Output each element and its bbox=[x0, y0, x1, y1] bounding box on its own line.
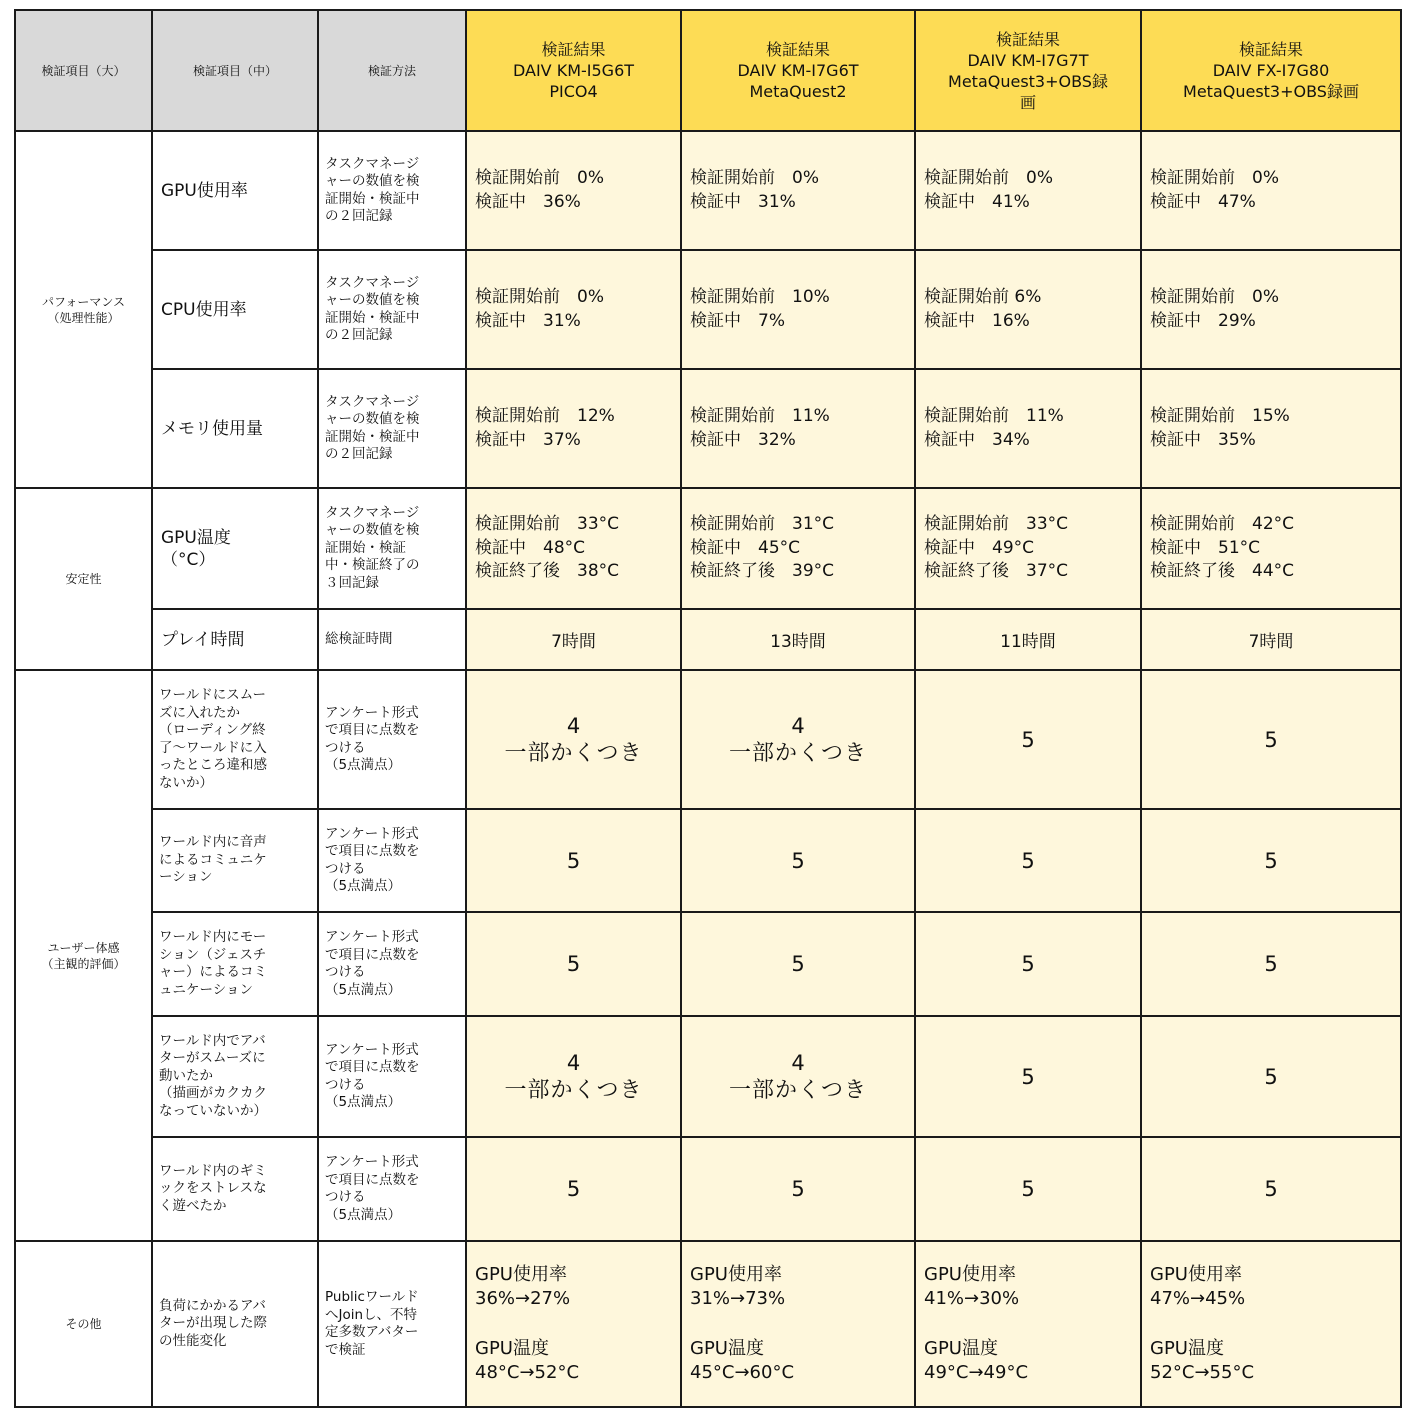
method-line: （5点満点） bbox=[325, 757, 402, 773]
item-line: （描画がカクカク bbox=[159, 1085, 267, 1102]
score-value: 5 bbox=[1264, 727, 1278, 752]
method-cell bbox=[318, 1016, 466, 1137]
result-line: 検証開始前 0% bbox=[924, 168, 1053, 188]
result-line: 検証中 16% bbox=[924, 310, 1030, 331]
row-ux-enter bbox=[15, 670, 1401, 809]
header-result-label: 検証結果 bbox=[541, 40, 606, 59]
method-cell bbox=[318, 250, 466, 369]
category-performance bbox=[15, 131, 152, 488]
header-result-model: DAIV KM-I5G6T bbox=[512, 61, 635, 80]
method-line: （5点満点） bbox=[325, 981, 402, 998]
method-line: アンケート形式 bbox=[325, 704, 419, 721]
method-line: 証開始・検証中 bbox=[325, 428, 420, 445]
item-line: く遊べたか bbox=[159, 1197, 227, 1214]
score-cell bbox=[681, 670, 915, 809]
result-line: 検証開始前 42°C bbox=[1150, 514, 1295, 535]
result-line: 検証中 48°C bbox=[475, 537, 586, 558]
result-line: 検証開始前 0% bbox=[690, 168, 819, 188]
result-line: 検証開始前 31°C bbox=[690, 514, 835, 535]
result-line: 検証中 31% bbox=[690, 191, 796, 212]
item-memory-usage bbox=[152, 369, 318, 488]
score-value: 5 bbox=[791, 848, 805, 873]
header-result-3 bbox=[915, 10, 1141, 131]
method-line: タスクマネージ bbox=[325, 504, 420, 521]
load-label-gpu-temp: GPU温度 bbox=[475, 1337, 549, 1359]
item-line: ターがスムーズに bbox=[159, 1050, 266, 1067]
score-cell bbox=[681, 1137, 915, 1241]
load-value-gpu-usage: 36%→27% bbox=[475, 1288, 571, 1309]
result-line: 検証開始前 15% bbox=[1150, 406, 1290, 426]
method-line: ャーの数値を検 bbox=[325, 411, 420, 427]
item-line: ワールド内でアバ bbox=[159, 1032, 266, 1049]
load-value-gpu-temp: 49°C→49°C bbox=[924, 1362, 1029, 1383]
result-line: 検証開始前 11% bbox=[690, 406, 830, 426]
item-gpu-temp bbox=[152, 488, 318, 609]
item-line: ワールドにスムー bbox=[159, 687, 267, 703]
row-load-avatar bbox=[15, 1241, 1401, 1407]
score-value: 5 bbox=[791, 952, 805, 976]
load-label-gpu-usage: GPU使用率 bbox=[475, 1263, 567, 1285]
item-label: GPU温度 bbox=[161, 527, 231, 548]
row-cpu-usage bbox=[15, 250, 1401, 369]
score-cell bbox=[1141, 809, 1401, 912]
header-result-label: 検証結果 bbox=[995, 29, 1060, 49]
result-line: 検証開始前 0% bbox=[475, 168, 604, 188]
method-line: アンケート形式 bbox=[325, 1154, 419, 1170]
score-value: 5 bbox=[1021, 848, 1035, 873]
score-value: 4 bbox=[566, 713, 581, 738]
item-line: ワールド内に音声 bbox=[159, 834, 267, 851]
method-line: アンケート形式 bbox=[325, 1041, 419, 1058]
header-large-item: 検証項目（大） bbox=[15, 10, 152, 131]
score-value: 5 bbox=[1021, 727, 1035, 752]
result-cell bbox=[466, 131, 681, 250]
method-line: 総検証時間 bbox=[325, 630, 393, 647]
score-value: 5 bbox=[1021, 1177, 1035, 1201]
score-cell bbox=[915, 1016, 1141, 1137]
result-line: 検証開始前 33°C bbox=[924, 514, 1069, 535]
item-line: によるコミュニケ bbox=[159, 851, 267, 868]
item-ux-gimmick bbox=[152, 1137, 318, 1241]
row-play-time bbox=[15, 609, 1401, 670]
load-result-cell bbox=[466, 1241, 681, 1407]
score-value: 5 bbox=[1021, 952, 1035, 976]
method-line: Publicワールド bbox=[325, 1289, 419, 1305]
row-ux-gimmick bbox=[15, 1137, 1401, 1241]
method-line: へJoinし、不特 bbox=[325, 1306, 418, 1323]
item-line: （ローディング終 bbox=[159, 722, 266, 738]
load-label-gpu-temp: GPU温度 bbox=[690, 1337, 764, 1359]
item-line: ないか） bbox=[159, 774, 213, 791]
header-result-device: MetaQuest3+OBS録 bbox=[948, 71, 1108, 91]
score-cell bbox=[915, 670, 1141, 809]
verification-results-table bbox=[14, 9, 1402, 1408]
method-cell bbox=[318, 809, 466, 912]
spacer bbox=[690, 1312, 914, 1337]
method-cell bbox=[318, 1137, 466, 1241]
method-line: 中・検証終了の bbox=[325, 557, 420, 574]
score-note: 一部かくつき bbox=[504, 1077, 643, 1103]
item-line: 負荷にかかるアバ bbox=[159, 1297, 266, 1314]
score-value: 4 bbox=[566, 1050, 581, 1075]
row-ux-motion bbox=[15, 912, 1401, 1016]
method-line: つける bbox=[325, 964, 366, 980]
result-line: 検証中 32% bbox=[690, 429, 796, 450]
load-value-gpu-temp: 45°C→60°C bbox=[690, 1362, 795, 1383]
item-line: ったところ違和感 bbox=[159, 757, 267, 773]
load-result-cell bbox=[915, 1241, 1141, 1407]
item-ux-enter bbox=[152, 670, 318, 809]
result-line: 検証中 37% bbox=[475, 429, 581, 450]
result-line: 検証開始前 33°C bbox=[475, 514, 620, 535]
method-cell bbox=[318, 609, 466, 670]
category-sublabel: （主観的評価） bbox=[41, 956, 126, 971]
method-line: タスクマネージ bbox=[325, 393, 420, 410]
load-value-gpu-usage: 41%→30% bbox=[924, 1288, 1020, 1309]
result-line: 検証中 35% bbox=[1150, 429, 1256, 450]
item-line: の性能変化 bbox=[159, 1332, 227, 1349]
item-line: ション（ジェスチ bbox=[159, 946, 267, 963]
category-label: ユーザー体感 bbox=[47, 940, 120, 955]
result-line: 検証中 41% bbox=[924, 191, 1030, 212]
item-ux-avatar bbox=[152, 1016, 318, 1137]
result-line: 検証開始前 10% bbox=[690, 287, 830, 307]
result-line: 検証開始前 6% bbox=[924, 287, 1042, 307]
score-value: 5 bbox=[1264, 848, 1278, 873]
result-cell: 13時間 bbox=[681, 609, 915, 670]
score-value: 5 bbox=[1264, 952, 1278, 976]
score-note: 一部かくつき bbox=[728, 1077, 867, 1103]
method-line: （5点満点） bbox=[325, 1094, 402, 1110]
result-line: 検証開始前 11% bbox=[924, 406, 1064, 426]
header-result-device: MetaQuest3+OBS録画 bbox=[1183, 82, 1359, 101]
result-cell bbox=[915, 250, 1141, 369]
method-line: （5点満点） bbox=[325, 878, 402, 894]
load-result-cell bbox=[681, 1241, 915, 1407]
score-cell bbox=[1141, 670, 1401, 809]
method-line: （5点満点） bbox=[325, 1206, 402, 1223]
result-cell bbox=[1141, 250, 1401, 369]
item-line: ーション bbox=[159, 869, 213, 886]
spacer bbox=[475, 1312, 680, 1337]
item-line: なっていないか） bbox=[159, 1102, 267, 1119]
score-cell bbox=[681, 809, 915, 912]
result-line: 検証終了後 38°C bbox=[475, 561, 620, 582]
method-line: つける bbox=[325, 739, 366, 756]
method-line: ３回記録 bbox=[325, 574, 379, 591]
result-cell bbox=[1141, 131, 1401, 250]
method-line: で項目に点数を bbox=[325, 843, 420, 859]
item-cpu-usage bbox=[152, 250, 318, 369]
score-value: 5 bbox=[566, 1177, 581, 1201]
result-cell bbox=[466, 369, 681, 488]
score-cell bbox=[1141, 1016, 1401, 1137]
method-cell bbox=[318, 131, 466, 250]
load-value-gpu-usage: 31%→73% bbox=[690, 1288, 786, 1309]
result-cell bbox=[915, 369, 1141, 488]
row-ux-voice bbox=[15, 809, 1401, 912]
result-cell bbox=[466, 250, 681, 369]
item-label: プレイ時間 bbox=[161, 629, 245, 650]
header-method: 検証方法 bbox=[318, 10, 466, 131]
score-cell bbox=[466, 670, 681, 809]
result-cell bbox=[915, 131, 1141, 250]
result-cell: 7時間 bbox=[466, 609, 681, 670]
method-line: で項目に点数を bbox=[325, 946, 420, 963]
item-line: ャー）によるコミ bbox=[159, 964, 267, 980]
method-line: で検証 bbox=[325, 1341, 366, 1358]
result-cell: 11時間 bbox=[915, 609, 1141, 670]
item-label: GPU使用率 bbox=[161, 180, 248, 201]
score-note: 一部かくつき bbox=[728, 740, 867, 766]
method-cell bbox=[318, 369, 466, 488]
score-cell bbox=[915, 912, 1141, 1016]
result-line: 検証開始前 12% bbox=[475, 406, 615, 426]
category-sublabel: （処理性能） bbox=[47, 310, 120, 325]
spacer bbox=[1150, 1312, 1400, 1337]
item-line: ズに入れたか bbox=[159, 704, 240, 721]
method-line: の２回記録 bbox=[325, 327, 393, 343]
result-line: 検証中 36% bbox=[475, 191, 581, 212]
result-line: 検証中 45°C bbox=[690, 537, 801, 558]
score-value: 4 bbox=[791, 713, 805, 738]
method-line: つける bbox=[325, 860, 366, 877]
item-line: 了〜ワールドに入 bbox=[159, 739, 267, 756]
load-value-gpu-temp: 52°C→55°C bbox=[1150, 1362, 1255, 1383]
result-line: 検証終了後 44°C bbox=[1150, 561, 1295, 582]
result-cell bbox=[915, 488, 1141, 609]
result-cell bbox=[1141, 369, 1401, 488]
header-result-2 bbox=[681, 10, 915, 131]
item-gpu-usage bbox=[152, 131, 318, 250]
score-cell bbox=[681, 912, 915, 1016]
category-label: パフォーマンス bbox=[41, 294, 126, 309]
item-ux-motion bbox=[152, 912, 318, 1016]
header-result-device: PICO4 bbox=[549, 82, 598, 101]
result-line: 検証中 47% bbox=[1150, 191, 1256, 212]
result-line: 検証中 51°C bbox=[1150, 537, 1261, 558]
header-result-model: DAIV KM-I7G7T bbox=[967, 50, 1089, 70]
method-line: の２回記録 bbox=[325, 446, 393, 462]
score-note: 一部かくつき bbox=[504, 740, 643, 766]
item-label-unit: （°C） bbox=[161, 549, 216, 570]
score-cell bbox=[466, 1137, 681, 1241]
category-user-experience bbox=[15, 670, 152, 1241]
header-result-device-cont: 画 bbox=[1019, 92, 1036, 112]
score-cell bbox=[466, 809, 681, 912]
header-row bbox=[15, 10, 1401, 131]
load-value-gpu-usage: 47%→45% bbox=[1150, 1288, 1246, 1309]
item-line: ックをストレスな bbox=[159, 1180, 267, 1197]
method-line: 証開始・検証中 bbox=[325, 190, 420, 207]
item-line: 動いたか bbox=[159, 1067, 213, 1084]
result-cell bbox=[681, 488, 915, 609]
load-label-gpu-usage: GPU使用率 bbox=[690, 1263, 782, 1285]
row-ux-avatar bbox=[15, 1016, 1401, 1137]
method-line: の２回記録 bbox=[325, 208, 393, 224]
result-line: 検証終了後 37°C bbox=[924, 561, 1069, 582]
result-line: 検証終了後 39°C bbox=[690, 561, 835, 582]
score-value: 4 bbox=[791, 1050, 805, 1075]
score-cell bbox=[915, 809, 1141, 912]
method-line: タスクマネージ bbox=[325, 155, 420, 172]
method-cell bbox=[318, 912, 466, 1016]
method-line: ャーの数値を検 bbox=[325, 173, 420, 189]
spacer bbox=[924, 1312, 1140, 1337]
result-cell bbox=[681, 250, 915, 369]
row-gpu-usage bbox=[15, 131, 1401, 250]
load-result-cell bbox=[1141, 1241, 1401, 1407]
method-line: タスクマネージ bbox=[325, 274, 420, 291]
category-label: その他 bbox=[65, 1317, 102, 1331]
method-line: 定多数アバター bbox=[325, 1324, 419, 1340]
result-cell bbox=[681, 131, 915, 250]
header-result-label: 検証結果 bbox=[1238, 40, 1303, 59]
method-line: つける bbox=[325, 1189, 366, 1205]
header-result-model: DAIV FX-I7G80 bbox=[1212, 61, 1330, 80]
category-label: 安定性 bbox=[65, 572, 102, 586]
method-line: 証開始・検証中 bbox=[325, 309, 420, 326]
result-line: 検証中 49°C bbox=[924, 537, 1035, 558]
method-line: ャーの数値を検 bbox=[325, 522, 420, 539]
item-ux-voice bbox=[152, 809, 318, 912]
method-line: で項目に点数を bbox=[325, 722, 420, 738]
score-value: 5 bbox=[1264, 1064, 1278, 1089]
method-line: ャーの数値を検 bbox=[325, 292, 420, 308]
result-line: 検証開始前 0% bbox=[475, 287, 604, 307]
load-label-gpu-temp: GPU温度 bbox=[1150, 1337, 1224, 1359]
score-value: 5 bbox=[1021, 1064, 1035, 1089]
row-memory-usage bbox=[15, 369, 1401, 488]
score-cell bbox=[466, 1016, 681, 1137]
item-load-avatar bbox=[152, 1241, 318, 1407]
method-cell bbox=[318, 1241, 466, 1407]
score-cell bbox=[915, 1137, 1141, 1241]
item-label: メモリ使用量 bbox=[161, 418, 263, 439]
result-line: 検証中 7% bbox=[690, 310, 785, 331]
method-line: アンケート形式 bbox=[325, 825, 419, 842]
header-mid-item: 検証項目（中） bbox=[152, 10, 318, 131]
method-line: アンケート形式 bbox=[325, 929, 419, 945]
category-stability bbox=[15, 488, 152, 670]
load-label-gpu-usage: GPU使用率 bbox=[924, 1263, 1016, 1285]
score-value: 5 bbox=[566, 952, 581, 976]
header-result-model: DAIV KM-I7G6T bbox=[737, 61, 859, 80]
method-line: つける bbox=[325, 1076, 366, 1093]
header-result-1 bbox=[466, 10, 681, 131]
load-label-gpu-temp: GPU温度 bbox=[924, 1337, 998, 1359]
category-other bbox=[15, 1241, 152, 1407]
result-cell: 7時間 bbox=[1141, 609, 1401, 670]
result-cell bbox=[681, 369, 915, 488]
load-value-gpu-temp: 48°C→52°C bbox=[475, 1362, 580, 1383]
result-line: 検証中 31% bbox=[475, 310, 581, 331]
score-value: 5 bbox=[791, 1177, 805, 1201]
item-label: CPU使用率 bbox=[161, 299, 247, 320]
item-line: ワールド内のギミ bbox=[159, 1162, 267, 1179]
score-cell bbox=[681, 1016, 915, 1137]
header-result-4 bbox=[1141, 10, 1401, 131]
result-line: 検証中 34% bbox=[924, 429, 1030, 450]
method-cell bbox=[318, 670, 466, 809]
header-result-label: 検証結果 bbox=[765, 40, 830, 59]
result-cell bbox=[466, 488, 681, 609]
score-cell bbox=[1141, 912, 1401, 1016]
load-label-gpu-usage: GPU使用率 bbox=[1150, 1263, 1242, 1285]
result-line: 検証開始前 0% bbox=[1150, 168, 1279, 188]
method-line: 証開始・検証 bbox=[325, 539, 406, 556]
item-line: ュニケーション bbox=[159, 981, 253, 998]
method-line: で項目に点数を bbox=[325, 1059, 420, 1075]
result-cell bbox=[1141, 488, 1401, 609]
score-cell bbox=[1141, 1137, 1401, 1241]
item-line: ターが出現した際 bbox=[159, 1315, 267, 1332]
method-line: で項目に点数を bbox=[325, 1171, 420, 1188]
row-gpu-temp bbox=[15, 488, 1401, 609]
score-value: 5 bbox=[566, 848, 581, 873]
method-cell bbox=[318, 488, 466, 609]
header-result-device: MetaQuest2 bbox=[749, 82, 847, 101]
score-cell bbox=[466, 912, 681, 1016]
score-value: 5 bbox=[1264, 1177, 1278, 1201]
item-play-time bbox=[152, 609, 318, 670]
result-line: 検証中 29% bbox=[1150, 310, 1256, 331]
item-line: ワールド内にモー bbox=[159, 929, 267, 945]
result-line: 検証開始前 0% bbox=[1150, 287, 1279, 307]
